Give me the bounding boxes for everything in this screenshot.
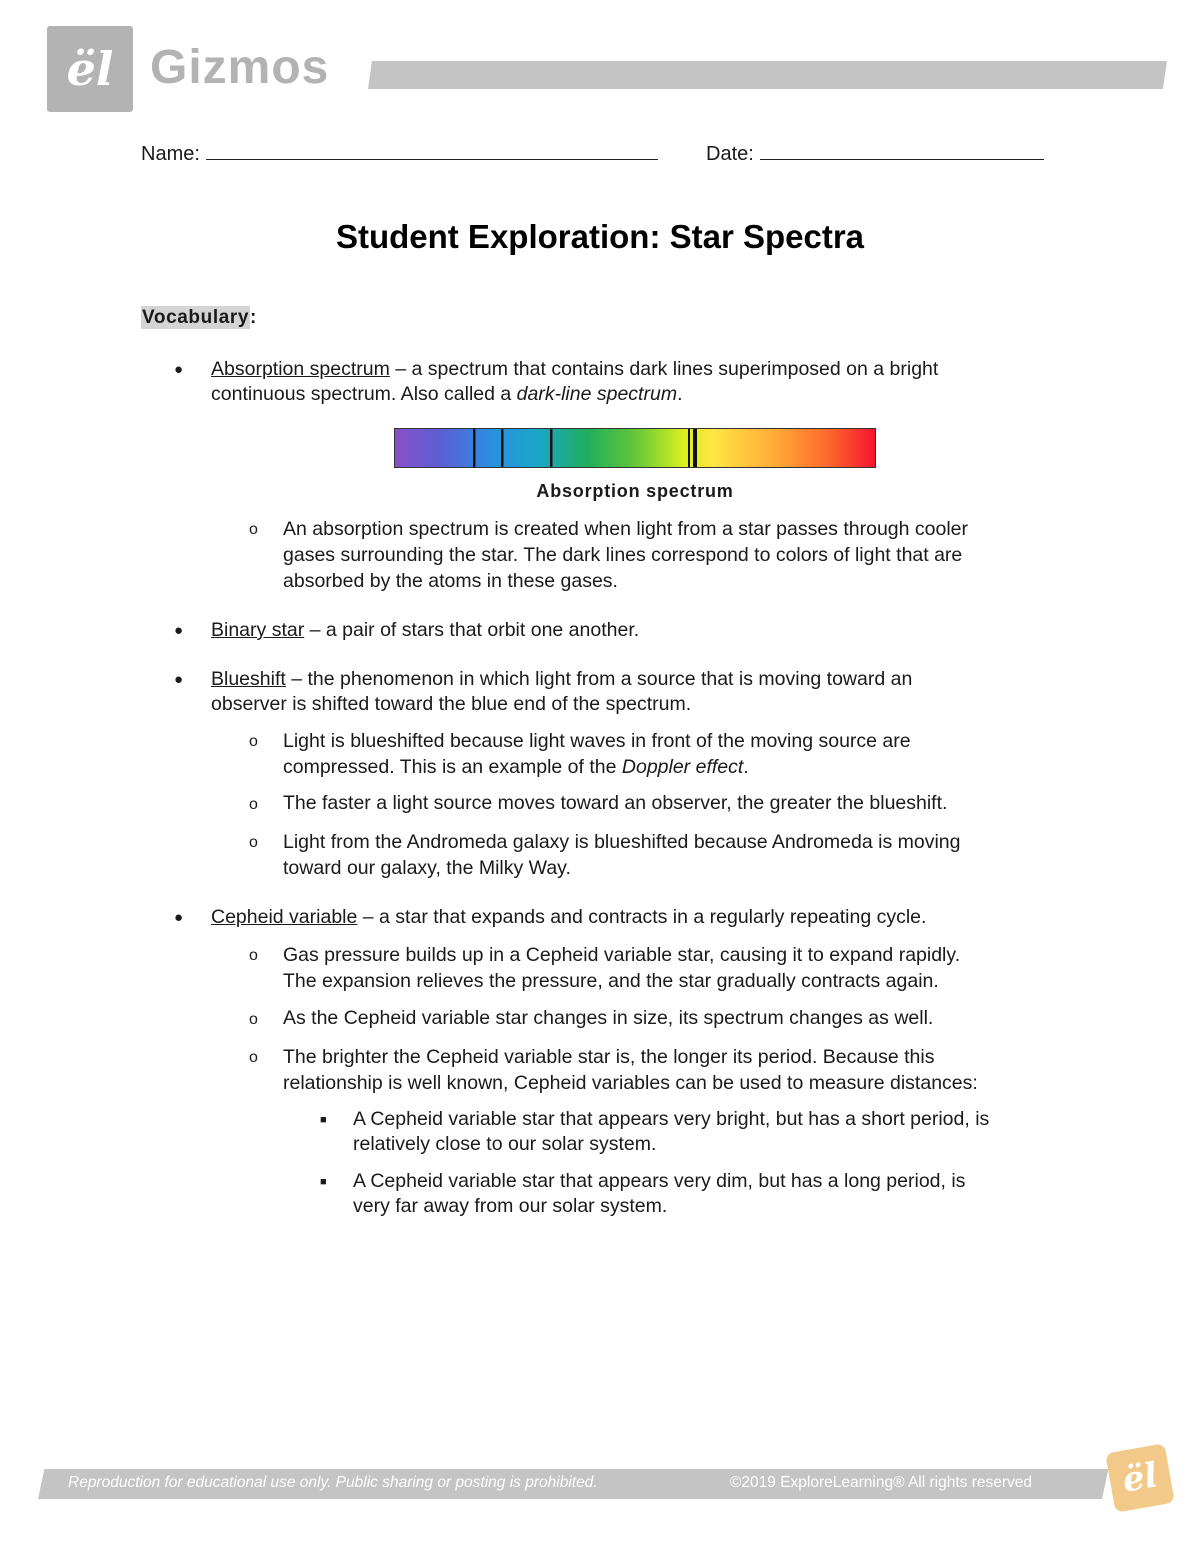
blueshift-subpoint-2: The faster a light source moves toward an observer, the greater the blueshift. xyxy=(283,792,948,814)
absorption-sub-line: gases surrounding the star. The dark lines correspond to colors of light that are xyxy=(283,544,963,566)
logo-glyph: ël xyxy=(66,42,114,96)
circle-bullet-icon: o xyxy=(249,796,258,813)
absorption-line xyxy=(501,429,504,467)
date-blank[interactable] xyxy=(760,141,1044,160)
copyright-holder: ExploreLearning® All rights reserved xyxy=(775,1474,1033,1491)
cepheid-subpoint-1 xyxy=(283,942,960,994)
term-binary-star: Binary star xyxy=(211,619,305,641)
cepheid-subsub-line: very far away from our solar system. xyxy=(353,1195,668,1217)
cepheid-subpoint-3 xyxy=(283,1044,978,1096)
brand-name: Gizmos xyxy=(150,41,330,94)
absorption-line xyxy=(688,429,690,467)
blueshift-def-2: observer is shifted toward the blue end of the spectrum. xyxy=(211,693,692,715)
vocabulary-heading xyxy=(141,307,257,329)
name-label: Name: xyxy=(141,143,200,165)
footer-logo-glyph: ël xyxy=(1119,1455,1161,1501)
circle-bullet-icon: o xyxy=(249,521,258,538)
blueshift-def-1: – the phenomenon in which light from a source that is moving toward an xyxy=(285,668,913,690)
explorelearning-logo xyxy=(47,26,133,112)
absorption-line xyxy=(473,429,476,467)
name-field[interactable] xyxy=(141,141,658,166)
blueshift-sub-line: compressed. This is an example of the xyxy=(283,756,622,778)
square-bullet-icon: ■ xyxy=(320,1114,327,1126)
circle-bullet-icon: o xyxy=(249,947,258,964)
doppler-effect-italic: Doppler effect xyxy=(621,756,744,778)
footer-logo-icon xyxy=(1105,1443,1175,1513)
circle-bullet-icon: o xyxy=(249,1049,258,1066)
header-bar xyxy=(368,61,1167,89)
name-blank[interactable] xyxy=(206,141,658,160)
blueshift-sub-line: Light is blueshifted because light waves in front of the moving source are xyxy=(283,730,911,752)
circle-bullet-icon: o xyxy=(249,1011,258,1028)
cepheid-subsub-line: A Cepheid variable star that appears very dim, but has a long period, is xyxy=(353,1170,966,1192)
vocab-absorption xyxy=(211,357,938,407)
absorption-def-1: – a spectrum that contains dark lines superimposed on a bright xyxy=(389,358,939,380)
term-blueshift: Blueshift xyxy=(211,668,286,690)
bullet-icon: ● xyxy=(174,622,184,639)
absorption-line xyxy=(693,429,697,467)
absorption-def-2: continuous spectrum. Also called a xyxy=(211,383,517,405)
blueshift-subpoint-1 xyxy=(283,728,911,780)
absorption-def-italic: dark-line spectrum xyxy=(516,383,678,405)
term-cepheid-variable: Cepheid variable xyxy=(211,906,358,928)
blueshift-sub-line: toward our galaxy, the Milky Way. xyxy=(283,857,571,879)
date-field[interactable] xyxy=(706,141,1044,166)
absorption-def-end: . xyxy=(677,383,683,405)
cepheid-subsub-line: relatively close to our solar system. xyxy=(353,1133,657,1155)
date-label: Date: xyxy=(706,143,754,165)
bullet-icon: ● xyxy=(174,671,184,688)
absorption-sub-line: absorbed by the atoms in these gases. xyxy=(283,570,618,592)
footer-usage-notice: Reproduction for educational use only. Public sharing or posting is prohibited. xyxy=(68,1474,598,1491)
cepheid-sub-line: The brighter the Cepheid variable star is, the longer its period. Because this xyxy=(283,1046,935,1068)
blueshift-sub-end: . xyxy=(743,756,749,778)
cepheid-subsub-line: A Cepheid variable star that appears very bright, but has a short period, is xyxy=(353,1108,990,1130)
cepheid-sub-line: relationship is well known, Cepheid variables can be used to measure distances: xyxy=(283,1072,978,1094)
vocab-binary-star xyxy=(211,618,639,643)
binary-def: – a pair of stars that orbit one another. xyxy=(304,619,640,641)
absorption-line xyxy=(550,429,553,467)
absorption-sub-line: An absorption spectrum is created when light from a star passes through cooler xyxy=(283,518,969,540)
vocabulary-heading-colon: : xyxy=(250,307,257,328)
term-absorption-spectrum: Absorption spectrum xyxy=(211,358,390,380)
page-title: Student Exploration: Star Spectra xyxy=(335,218,865,255)
vocabulary-heading-text: Vocabulary xyxy=(142,307,250,328)
blueshift-sub-line: Light from the Andromeda galaxy is blueshifted because Andromeda is moving xyxy=(283,831,961,853)
cepheid-subsubpoint-1 xyxy=(353,1107,989,1157)
cepheid-subsubpoint-2 xyxy=(353,1169,965,1219)
cepheid-subpoint-2: As the Cepheid variable star changes in size, its spectrum changes as well. xyxy=(283,1007,934,1029)
copyright-year: 2019 xyxy=(741,1474,776,1491)
square-bullet-icon: ■ xyxy=(320,1176,327,1188)
blueshift-subpoint-3 xyxy=(283,829,960,881)
spectrum-caption: Absorption spectrum xyxy=(536,481,734,501)
circle-bullet-icon: o xyxy=(249,834,258,851)
vocab-blueshift xyxy=(211,667,912,717)
circle-bullet-icon: o xyxy=(249,733,258,750)
bullet-icon: ● xyxy=(174,361,184,378)
footer-copyright xyxy=(730,1474,1032,1492)
absorption-spectrum-image xyxy=(394,428,876,468)
absorption-subpoint xyxy=(283,516,968,594)
cepheid-sub-line: Gas pressure builds up in a Cepheid variable star, causing it to expand rapidly. xyxy=(283,944,961,966)
cepheid-def: – a star that expands and contracts in a regularly repeating cycle. xyxy=(357,906,927,928)
vocab-cepheid-variable xyxy=(211,905,926,930)
cepheid-sub-line: The expansion relieves the pressure, and the star gradually contracts again. xyxy=(283,970,939,992)
copyright-symbol: © xyxy=(730,1474,742,1491)
bullet-icon: ● xyxy=(174,909,184,926)
